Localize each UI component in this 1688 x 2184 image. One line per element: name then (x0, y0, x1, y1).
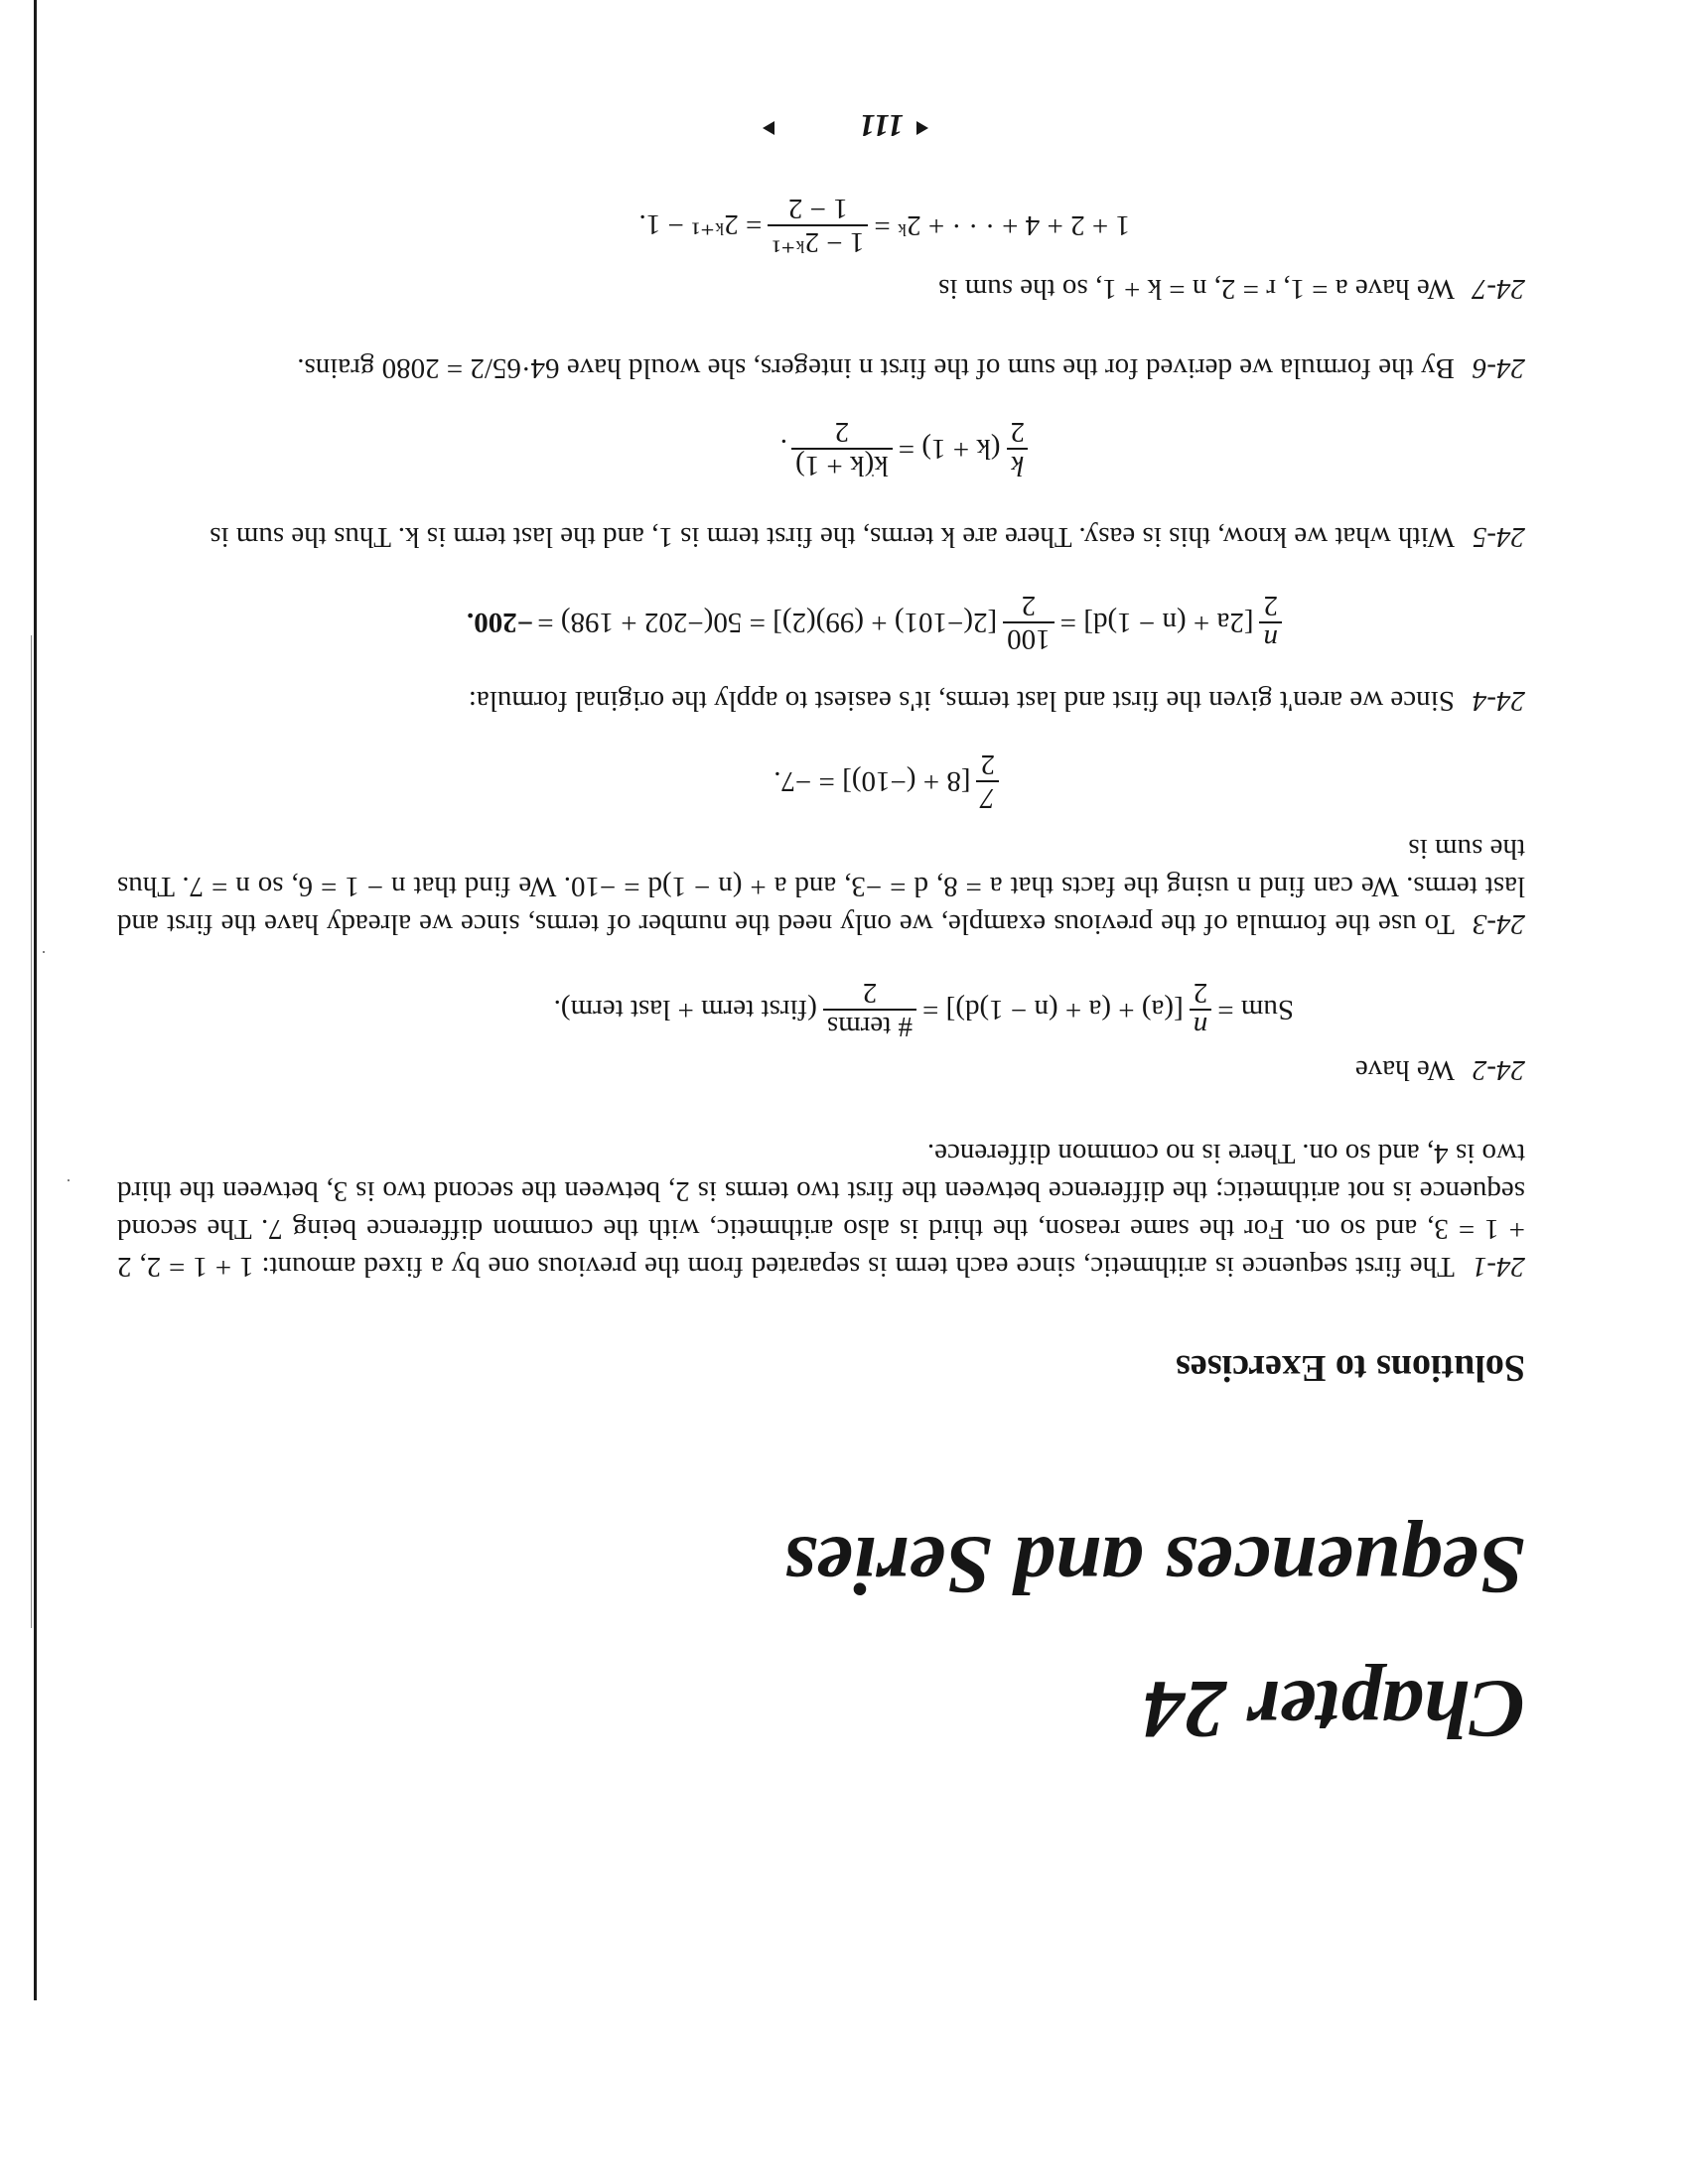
fraction (791, 416, 893, 481)
exercise-label: 24-5 (1472, 521, 1525, 553)
solution-24-3 (117, 830, 1525, 943)
equation-24-4 (465, 590, 1286, 655)
scan-speck (68, 1179, 70, 1181)
fraction-numerator: 7 (980, 782, 995, 814)
solution-24-1 (117, 1135, 1525, 1286)
exercise-label: 24-6 (1472, 352, 1525, 384)
exercise-label: 24-2 (1472, 1054, 1525, 1086)
equation-middle: [2a + (n − 1)d] = (1059, 607, 1254, 639)
equation-rhs: (first term + last term). (553, 994, 817, 1026)
fraction-denominator: 2 (1193, 977, 1208, 1009)
fraction (1003, 590, 1055, 655)
exercise-label: 24-1 (1472, 1251, 1525, 1283)
fraction-denominator: 2 (1021, 590, 1037, 621)
equation-middle: (k + 1) = (898, 433, 1001, 466)
fraction (1007, 416, 1030, 481)
fraction-denominator: 2 (1010, 416, 1025, 448)
fraction-numerator: 1 − 2ᵏ⁺¹ (768, 224, 868, 258)
fraction (823, 977, 916, 1042)
fraction-denominator: 1 − 2 (787, 193, 848, 224)
fraction (977, 749, 1000, 814)
triangle-right-icon (763, 121, 774, 135)
fraction-denominator: 2 (980, 749, 995, 780)
triangle-left-icon (916, 121, 928, 135)
equation-rhs: = 2ᵏ⁺¹ − 1. (638, 208, 763, 241)
fraction-numerator: k (1011, 450, 1025, 481)
chapter-title: Chapter 24 (1142, 1663, 1525, 1755)
solution-24-6 (117, 349, 1525, 387)
fraction (1190, 977, 1212, 1042)
fraction-denominator: 2 (862, 977, 878, 1009)
fraction (1260, 590, 1283, 655)
scan-speck (43, 951, 45, 953)
scan-edge-line-faint (31, 635, 32, 1628)
chapter-subtitle: Sequences and Series (783, 1519, 1525, 1611)
exercise-label: 24-7 (1472, 273, 1525, 305)
fraction-numerator: k(k + 1) (791, 448, 893, 481)
fraction (768, 193, 868, 258)
solution-text: The first sequence is arithmetic, since each term is separated from the previous one by a fixed amount: 1 + 1 = 2, 2 + 1 = 3, and so on. For the same reason, the third is also arithmetic, with the common difference being 7. The second sequence is not arithmetic; the difference between the first two terms is 2, between the second two is 3, between the third two is 4, and so on. There is no common difference. (117, 1138, 1525, 1283)
equation-end: . (779, 433, 788, 466)
equation-24-7 (636, 193, 1132, 258)
fraction-numerator: n (1193, 1011, 1208, 1042)
scan-edge-line (34, 0, 37, 2000)
solution-24-4 (117, 682, 1525, 720)
solution-text: We have (1354, 1054, 1455, 1086)
equation-middle: [(a) + (a + (n − 1)d)] = (922, 994, 1184, 1026)
equation-lhs: 1 + 2 + 4 + · · · + 2ᵏ = (874, 209, 1130, 242)
solution-text: By the formula we derived for the sum of the first n integers, she would have 64·65/2 = 2080 grains. (297, 352, 1455, 384)
equation-lhs: Sum = (1217, 994, 1294, 1026)
equation-24-3 (772, 749, 1003, 814)
equation-rhs: [2(−101) + (99)(2)] = 50(−202 + 198) = (537, 607, 998, 639)
fraction-numerator: # terms (823, 1009, 916, 1042)
solution-text: We have a = 1, r = 2, n = k + 1, so the sum is (938, 273, 1455, 305)
equation-rhs: [8 + (−10)] = −7. (774, 765, 971, 798)
fraction-denominator: 2 (1263, 590, 1278, 621)
equation-24-5 (780, 416, 1033, 481)
solution-24-2 (117, 1051, 1525, 1089)
solution-24-7 (117, 270, 1525, 308)
fraction-numerator: 100 (1003, 621, 1055, 655)
fraction-denominator: 2 (834, 416, 850, 448)
section-title: Solutions to Exercises (1176, 1347, 1525, 1389)
exercise-label: 24-3 (1472, 908, 1525, 940)
equation-24-2 (552, 977, 1296, 1042)
solution-text: To use the formula of the previous example, we only need the number of terms, since we already have the first and last terms. We can find n using the facts that a = 8, d = −3, and a + (n − 1)d = −10. We find that n − 1 = 6, so n = 7. Thus the sum is (117, 833, 1525, 940)
exercise-label: 24-4 (1472, 685, 1525, 717)
page-number: 111 (859, 108, 904, 144)
solution-text: Since we aren't given the first and last terms, it's easiest to apply the original formula: (468, 685, 1455, 717)
fraction-numerator: n (1263, 623, 1278, 655)
equation-result: −200. (466, 607, 534, 639)
solution-24-5 (117, 518, 1525, 556)
solution-text: With what we know, this is easy. There are k terms, the first term is 1, and the last term is k. Thus the sum is (210, 521, 1455, 553)
